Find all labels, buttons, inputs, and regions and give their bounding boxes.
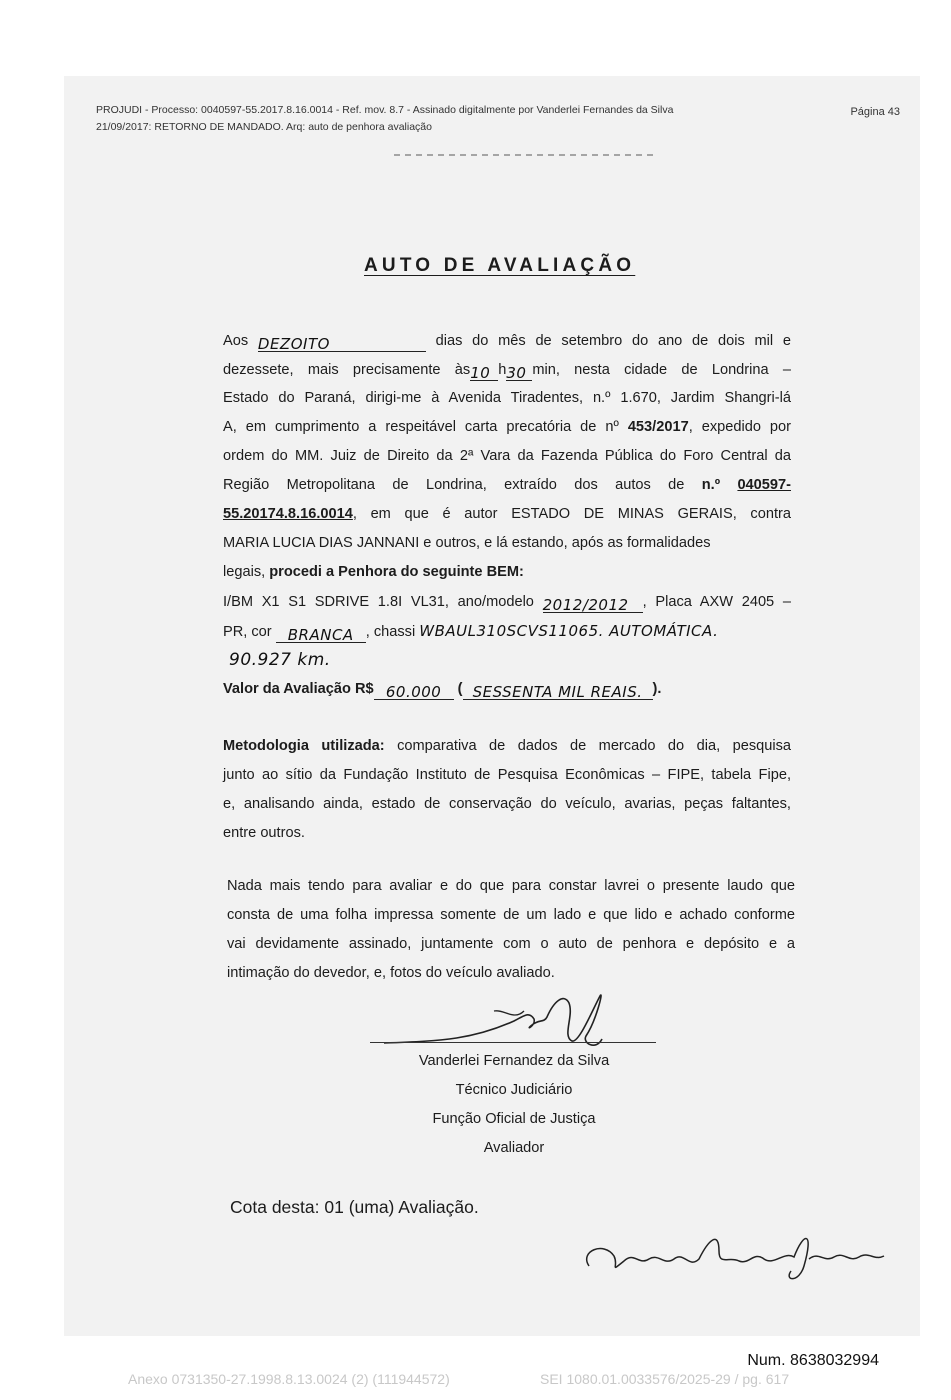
cota-text: Cota desta: 01 (uma) Avaliação. [230, 1197, 479, 1217]
method-line-1 [223, 736, 791, 756]
text: min, nesta cidade de Londrina – [532, 362, 792, 378]
body-line-8: MARIA LUCIA DIAS JANNANI e outros, e lá estando, após as formalidades [223, 535, 711, 551]
body-line-2 [223, 360, 791, 381]
debtor-signature [569, 1221, 899, 1291]
closing-line-3: vai devidamente assinado, juntamente com o auto de penhora e depósito e a [227, 936, 795, 952]
body-line-3: Estado do Paraná, dirigi-me à Avenida Tiradentes, n.º 1.670, Jardim Shangri-lá [223, 390, 791, 406]
day-field [258, 334, 426, 352]
body-line-5: ordem do MM. Juiz de Direito da 2ª Vara da Fazenda Pública do Foro Central da [223, 448, 791, 464]
case-number-part-2: 55.20174.8.16.0014 [223, 506, 353, 522]
signer-role-3: Avaliador [483, 1140, 545, 1156]
signer-role-2: Função Oficial de Justiça [432, 1111, 596, 1127]
value-field [374, 682, 454, 700]
method-label: Metodologia utilizada: [223, 738, 385, 754]
handwritten-year: 2012/2012 [542, 596, 629, 614]
penhora-statement: procedi a Penhora do seguinte BEM: [269, 564, 524, 580]
handwritten-color: BRANCA [287, 626, 354, 644]
text: , chassi [365, 624, 416, 640]
body-line-6 [223, 475, 791, 495]
valuation-label: Valor da Avaliação R$ [223, 681, 374, 697]
text: , em que é autor ESTADO DE MINAS GERAIS, contra [352, 506, 791, 522]
text: dezessete, mais precisamente às [223, 362, 471, 378]
method-line-4: entre outros. [223, 825, 305, 841]
handwritten-hour: 10 [470, 364, 491, 382]
year-field [543, 595, 643, 613]
text: A, em cumprimento a respeitável carta precatória de nº [223, 419, 619, 435]
body-line-12 [229, 650, 797, 671]
text: I/BM X1 S1 SDRIVE 1.8I VL31, ano/modelo [223, 594, 534, 610]
method-line-2: junto ao sítio da Fundação Instituto de Pesquisa Econômicas – FIPE, tabela Fipe, [223, 767, 791, 783]
handwritten-day: DEZOITO [257, 335, 330, 353]
scanned-page [64, 76, 920, 1336]
value-words-field [463, 682, 653, 700]
body-line-10 [223, 592, 791, 613]
header-line-1: PROJUDI - Processo: 0040597-55.2017.8.16.0014 - Ref. mov. 8.7 - Assinado digitalmente por Vanderlei Fernandes da Silva [96, 104, 674, 116]
text: ( [457, 681, 463, 697]
precatoria-number: 453/2017 [627, 419, 689, 435]
text: n.º [701, 477, 721, 493]
closing-line-2: consta de uma folha impressa somente de um lado e que lido e achado conforme [227, 907, 795, 923]
signature-line [370, 1042, 656, 1043]
handwritten-km: 90.927 km. [229, 650, 331, 670]
closing-line-4: intimação do devedor, e, fotos do veículo avaliado. [227, 965, 555, 981]
footer-anexo: Anexo 0731350-27.1998.8.13.0024 (2) (111944572) [128, 1371, 450, 1387]
text: , Placa AXW 2405 – [642, 594, 791, 610]
signer-role-1: Técnico Judiciário [455, 1082, 573, 1098]
text: ). [652, 681, 662, 697]
header-line-2: 21/09/2017: RETORNO DE MANDADO. Arq: auto de penhora avaliação [96, 121, 432, 133]
closing-line-1: Nada mais tendo para avaliar e do que para constar lavrei o presente laudo que [227, 878, 795, 894]
footer-sei: SEI 1080.01.0033576/2025-29 / pg. 617 [540, 1371, 790, 1387]
handwritten-value-words: SESSENTA MIL REAIS. [472, 683, 643, 701]
hour-field [470, 363, 498, 381]
officer-signature [364, 981, 664, 1061]
handwritten-chassis: WBAUL310SCVS11065. AUTOMÁTICA. [419, 622, 719, 640]
document-number: Num. 8638032994 [747, 1352, 879, 1369]
text: dias do mês de setembro do ano de dois mil e [435, 333, 792, 349]
body-line-1 [223, 331, 791, 352]
handwritten-value: 60.000 [385, 683, 442, 701]
color-field [276, 625, 366, 643]
scan-artifact [394, 154, 654, 156]
text: , expedido por [688, 419, 791, 435]
text: Aos [223, 333, 249, 349]
handwritten-minute: 30 [506, 364, 527, 382]
body-line-4 [223, 417, 791, 437]
document-title: AUTO DE AVALIAÇÃO [364, 255, 636, 276]
valuation-line [223, 679, 791, 700]
text: Região Metropolitana de Londrina, extraído dos autos de [223, 477, 685, 493]
page-number: Página 43 [850, 106, 900, 118]
case-number-part-1: 040597- [737, 477, 791, 493]
body-line-7 [223, 504, 791, 524]
body-line-11 [223, 621, 791, 643]
method-line-3: e, analisando ainda, estado de conservação do veículo, avarias, peças faltantes, [223, 796, 791, 812]
minute-field [506, 363, 532, 381]
text: comparativa de dados de mercado do dia, pesquisa [397, 738, 791, 754]
text: h [498, 362, 507, 378]
body-line-9 [223, 562, 791, 582]
text: PR, cor [223, 624, 272, 640]
text: legais, [223, 564, 266, 580]
signer-name: Vanderlei Fernandez da Silva [418, 1053, 610, 1069]
